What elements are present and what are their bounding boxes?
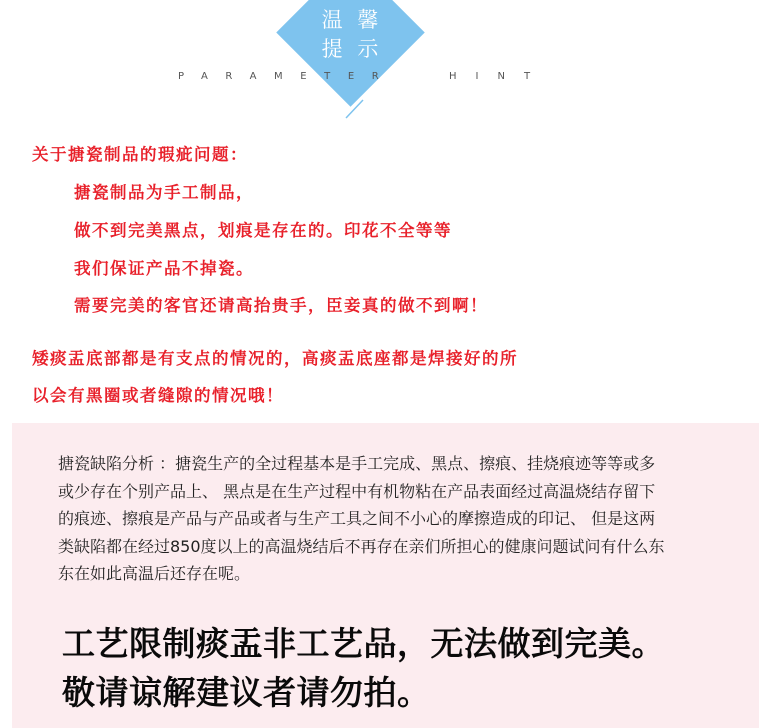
notice-title: 关于搪瓷制品的瑕疵问题： [32,145,248,164]
notice-item-4: 需要完美的客官还请高抬贵手，臣妾真的做不到啊！ [74,296,488,315]
bold-notice-line1: 工艺限制痰盂非工艺品，无法做到完美。 [62,624,665,663]
analysis-line: 的痕迹、擦痕是产品与产品或者与生产工具之间不小心的摩擦造成的印记、 但是这两 [58,509,656,528]
notice-item-3: 我们保证产品不掉瓷。 [74,259,254,278]
notice-item-2: 做不到完美黑点，划痕是存在的。印花不全等等 [74,221,452,240]
analysis-line: 搪瓷缺陷分析 ：搪瓷生产的全过程基本是手工完成、黑点、擦痕、挂烧痕迹等等或多 [58,454,656,473]
notice-extra-line1: 矮痰盂底部都是有支点的情况的，高痰盂底座都是焊接好的所 [32,349,518,368]
parameter-hint-part1: PARAMETER [178,71,397,82]
notice-item-1: 搪瓷制品为手工制品， [74,183,254,202]
badge-title [312,6,392,64]
analysis-line: 东在如此高温后还存在呢。 [58,564,251,583]
analysis-line: 或少存在个别产品上、 黑点是在生产过程中有机物粘在产品表面经过高温烧结存留下 [58,481,656,501]
analysis-line: 类缺陷都在经过850度以上的高温烧结后不再存在亲们所担心的健康问题试问有什么东 [58,536,665,556]
notice-extra-line2: 以会有黑圈或者缝隙的情况哦！ [32,386,284,405]
badge-title-line1: 温 馨 [321,8,383,32]
defect-analysis-text [58,450,728,588]
slash-decoration [343,98,365,120]
badge-title-line2: 提 示 [321,37,383,61]
parameter-hint [178,71,548,85]
parameter-hint-part2: HINT [449,71,550,82]
bold-notice-line2: 敬请谅解建议者请勿拍。 [62,673,431,712]
